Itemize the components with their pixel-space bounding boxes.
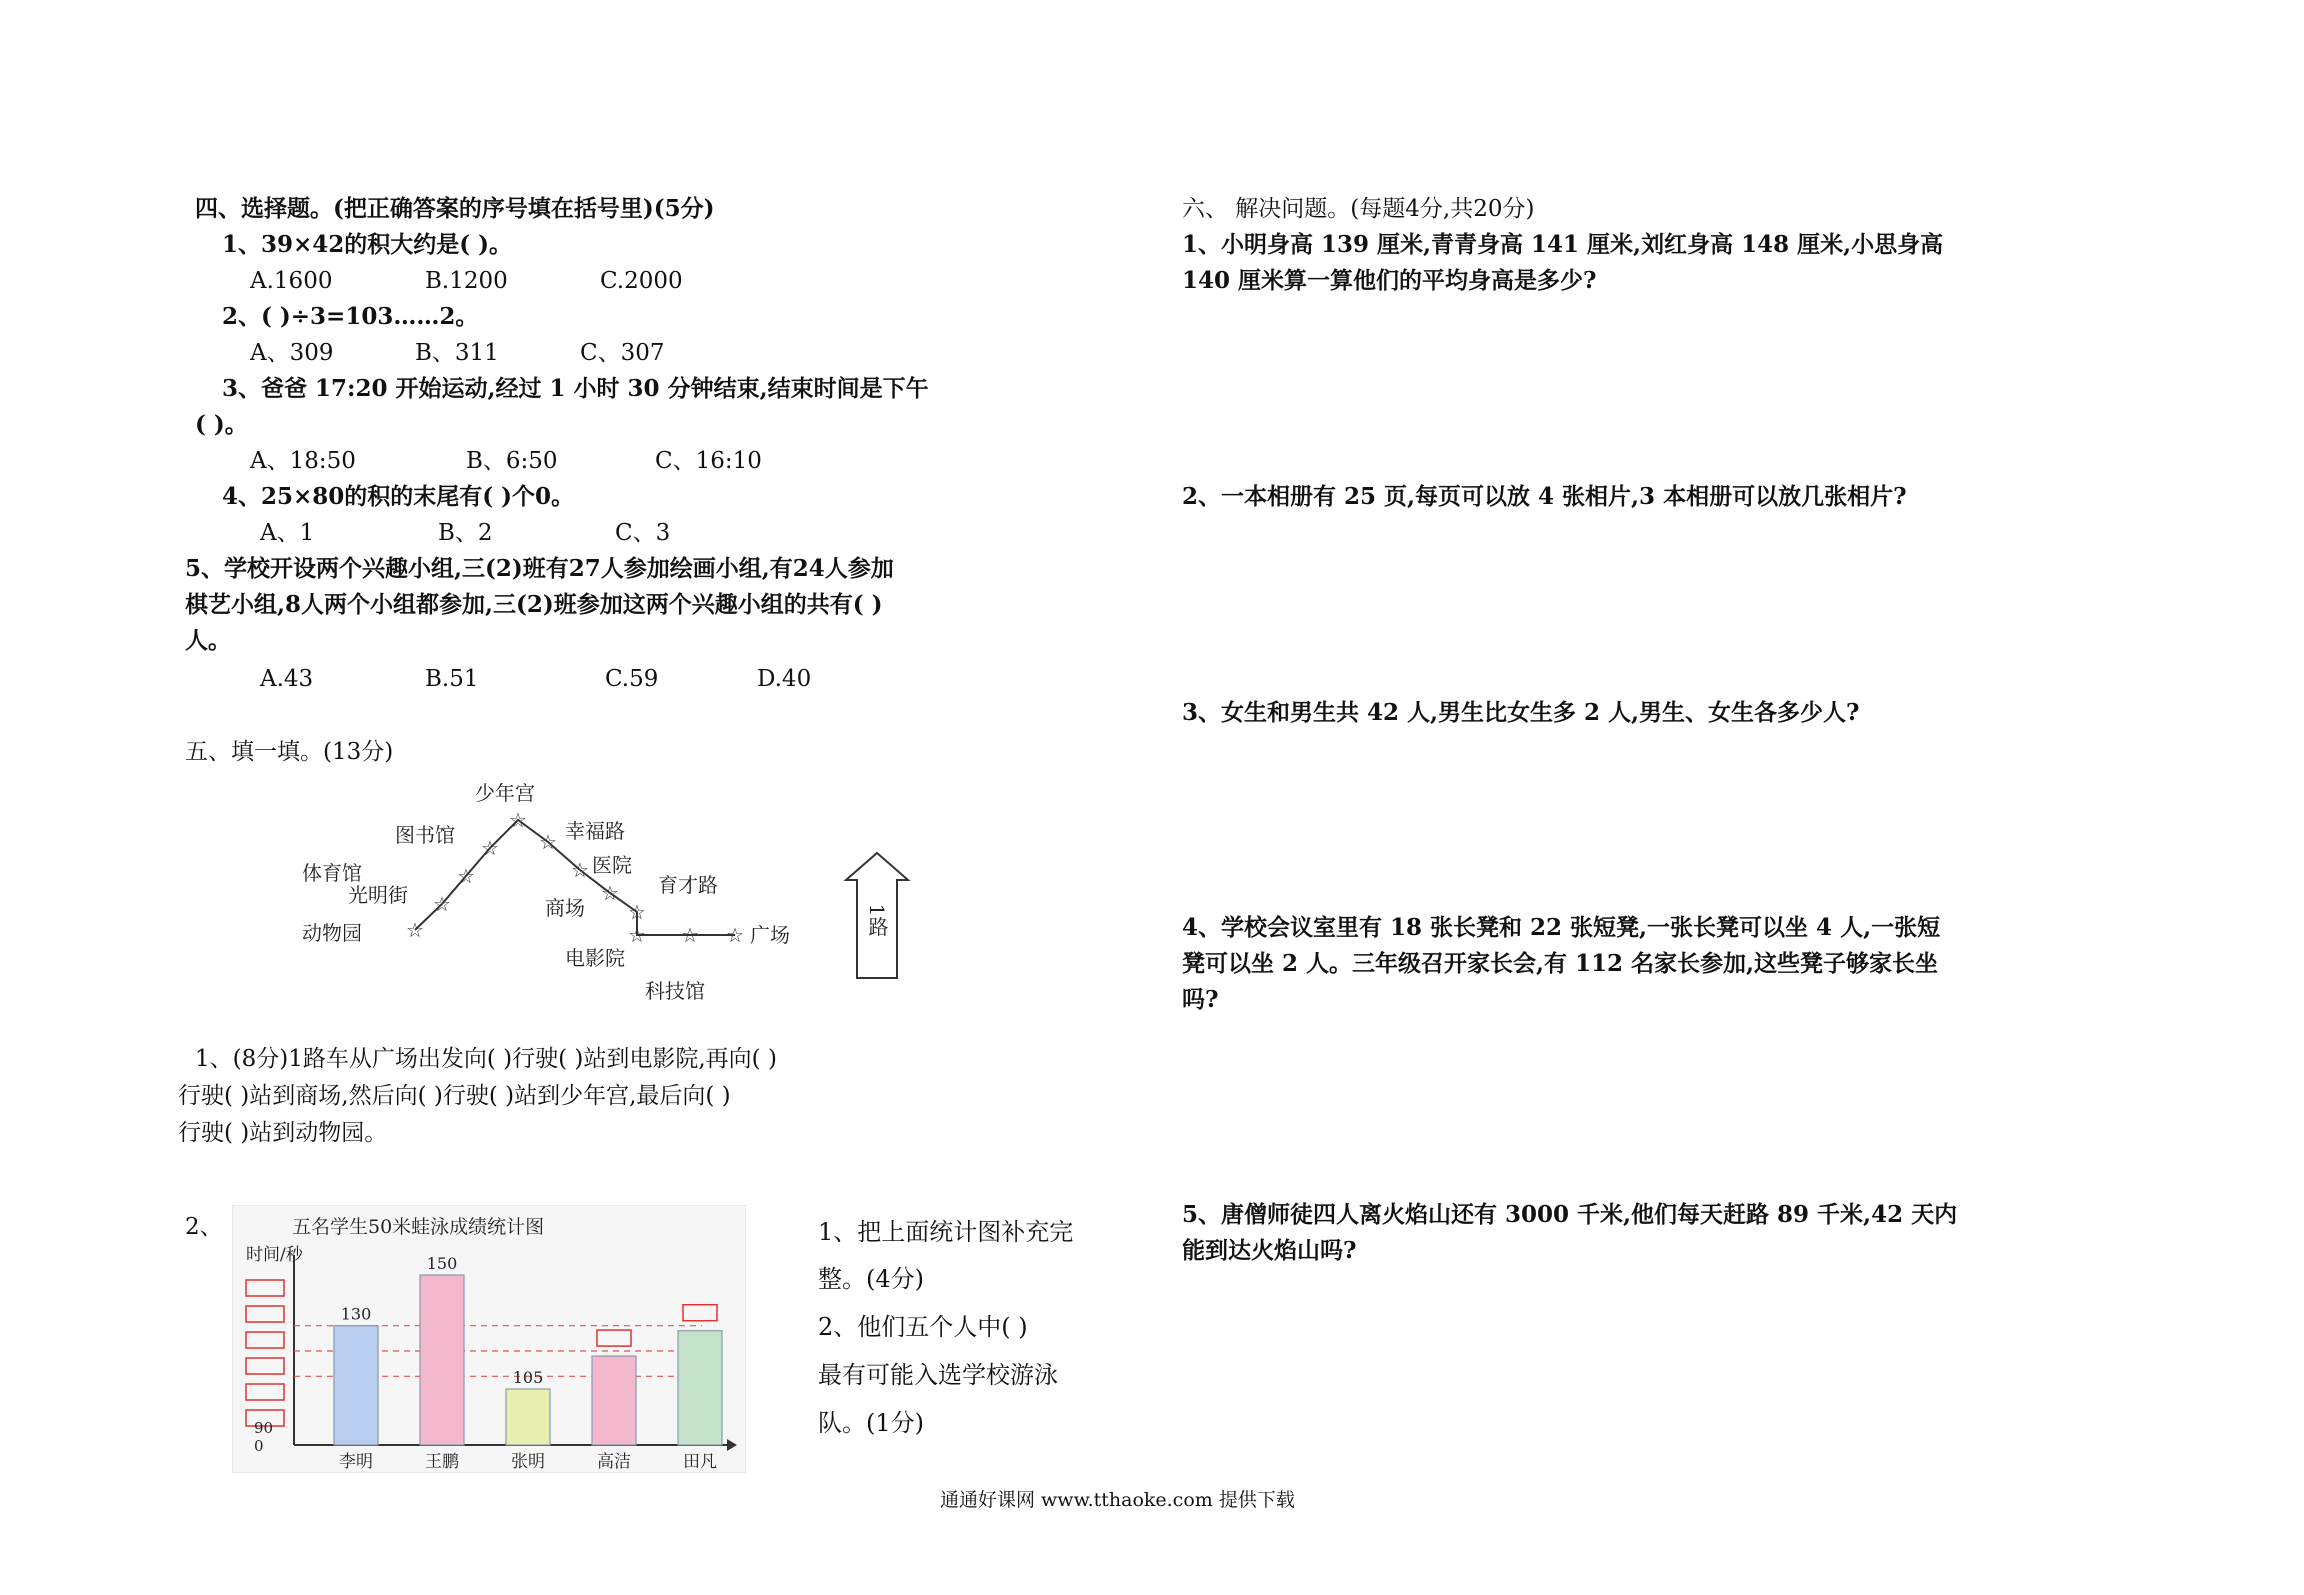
- bar-3: [506, 1389, 550, 1445]
- q5-1-line3: 行驶( )站到动物园。: [178, 1120, 388, 1146]
- map-label-guangchang: 广场: [750, 923, 790, 947]
- stop-marker: ☆: [571, 858, 589, 882]
- swim-score-bar-chart: [232, 1205, 746, 1473]
- bar-value-label: 150: [426, 1254, 458, 1273]
- bar-4: [592, 1356, 636, 1445]
- chart-title: 五名学生50米蛙泳成绩统计图: [292, 1216, 545, 1238]
- q4-3-line2: ( )。: [195, 411, 248, 438]
- bar-5: [678, 1331, 722, 1445]
- map-label-tushuguan: 图书馆: [395, 823, 455, 847]
- stop-marker: ☆: [628, 900, 646, 924]
- q4-2-opt-c: C、307: [580, 340, 665, 366]
- q4-5-opt-d: D.40: [757, 666, 812, 692]
- q4-4-opt-a: A、1: [260, 520, 315, 546]
- q4-4-text: 4、25×80的积的末尾有( )个0。: [222, 483, 575, 510]
- map-label-kejiguan: 科技馆: [645, 979, 705, 1003]
- stop-marker: ☆: [539, 830, 557, 854]
- map-label-yiyuan: 医院: [592, 853, 632, 877]
- bus-route-map: [280, 780, 940, 1010]
- stop-marker: ☆: [406, 918, 424, 942]
- footer-text: 通通好课网 www.tthaoke.com 提供下载: [940, 1489, 1295, 1511]
- q4-2-opt-b: B、311: [415, 340, 499, 366]
- q4-4-opt-c: C、3: [615, 520, 671, 546]
- map-label-tiyuguan: 体育馆: [302, 861, 362, 885]
- q4-1-opt-b: B.1200: [425, 268, 508, 294]
- y-tick-label: 90: [254, 1419, 274, 1437]
- stop-marker: ☆: [681, 923, 699, 947]
- q4-4-opt-b: B、2: [438, 520, 493, 546]
- map-label-guangmingjie: 光明街: [348, 883, 408, 907]
- category-label: 王鹏: [425, 1452, 459, 1472]
- chart-ylabel: 时间/秒: [246, 1245, 303, 1265]
- q6-4-line3: 吗?: [1182, 986, 1219, 1013]
- q5-2-label: 2、: [185, 1214, 223, 1240]
- stop-marker: ☆: [481, 836, 499, 860]
- q4-5-line1: 5、学校开设两个兴趣小组,三(2)班有27人参加绘画小组,有24人参加: [185, 555, 894, 582]
- q5-2-sub1a: 1、把上面统计图补充完: [818, 1218, 1074, 1246]
- map-label-yucailu: 育才路: [658, 873, 718, 897]
- map-label-shaoniangong: 少年宫: [475, 781, 535, 805]
- map-label-xingfulu: 幸福路: [565, 819, 625, 843]
- map-label-shangchang: 商场: [545, 896, 585, 920]
- q4-3-opt-b: B、6:50: [466, 448, 558, 474]
- q5-1-line1: 1、(8分)1路车从广场出发向( )行驶( )站到电影院,再向( ): [195, 1046, 777, 1072]
- q6-5-line2: 能到达火焰山吗?: [1182, 1237, 1357, 1264]
- q4-1-opt-a: A.1600: [250, 268, 333, 294]
- q5-1-line2: 行驶( )站到商场,然后向( )行驶( )站到少年宫,最后向( ): [178, 1083, 731, 1109]
- q4-5-line2: 棋艺小组,8人两个小组都参加,三(2)班参加这两个兴趣小组的共有( ): [185, 591, 883, 618]
- bar-value-label: 130: [340, 1304, 372, 1324]
- q4-2-opt-a: A、309: [250, 340, 334, 366]
- category-label: 高洁: [597, 1452, 631, 1472]
- q6-2-text: 2、一本相册有 25 页,每页可以放 4 张相片,3 本相册可以放几张相片?: [1182, 483, 1907, 510]
- category-label: 田凡: [683, 1452, 717, 1472]
- q6-4-line1: 4、学校会议室里有 18 张长凳和 22 张短凳,一张长凳可以坐 4 人,一张短: [1182, 914, 1941, 941]
- stop-marker: ☆: [601, 881, 619, 905]
- category-label: 李明: [339, 1452, 373, 1472]
- q4-3-line1: 3、爸爸 17:20 开始运动,经过 1 小时 30 分钟结束,结束时间是下午: [222, 375, 929, 402]
- section-6-title: 六、 解决问题。(每题4分,共20分): [1182, 196, 1535, 222]
- q4-1-opt-c: C.2000: [600, 268, 683, 294]
- q4-5-opt-a: A.43: [260, 666, 314, 692]
- q5-2-sub2a: 2、他们五个人中( ): [818, 1313, 1028, 1341]
- stop-marker: ☆: [726, 923, 744, 947]
- q4-5-line3: 人。: [185, 627, 231, 654]
- stop-marker: ☆: [433, 892, 451, 916]
- q6-4-line2: 凳可以坐 2 人。三年级召开家长会,有 112 名家长参加,这些凳子够家长坐: [1182, 950, 1939, 977]
- q6-5-line1: 5、唐僧师徒四人离火焰山还有 3000 千米,他们每天赶路 89 千米,42 天内: [1182, 1201, 1958, 1228]
- q4-5-opt-c: C.59: [605, 666, 659, 692]
- q4-5-opt-b: B.51: [425, 666, 479, 692]
- section-5-title: 五、填一填。(13分): [185, 739, 394, 765]
- q4-3-opt-c: C、16:10: [655, 448, 762, 474]
- q4-2-text: 2、( )÷3=103……2。: [222, 303, 479, 330]
- bar-value-label: 105: [512, 1368, 544, 1387]
- q4-1-text: 1、39×42的积大约是( )。: [222, 231, 513, 258]
- q6-3-text: 3、女生和男生共 42 人,男生比女生多 2 人,男生、女生各多少人?: [1182, 699, 1860, 726]
- bar-2: [420, 1275, 464, 1445]
- q6-1-line1: 1、小明身高 139 厘米,青青身高 141 厘米,刘红身高 148 厘米,小思身高: [1182, 231, 1944, 258]
- bar-1: [334, 1326, 378, 1445]
- map-label-dianyingyuan: 电影院: [565, 946, 625, 970]
- stop-marker: ☆: [457, 864, 475, 888]
- north-arrow-label: 1路: [865, 903, 889, 937]
- q5-2-sub2c: 队。(1分): [818, 1409, 924, 1437]
- north-arrow-icon: [846, 853, 908, 978]
- q5-2-sub1b: 整。(4分): [818, 1265, 924, 1293]
- map-label-dongwuyuan: 动物园: [302, 921, 362, 945]
- section-4-title: 四、选择题。(把正确答案的序号填在括号里)(5分): [195, 195, 715, 222]
- q4-3-opt-a: A、18:50: [250, 448, 356, 474]
- y-tick-label: 0: [254, 1437, 264, 1455]
- category-label: 张明: [511, 1452, 545, 1472]
- stop-marker: ☆: [509, 808, 527, 832]
- q6-1-line2: 140 厘米算一算他们的平均身高是多少?: [1182, 267, 1597, 294]
- stop-marker: ☆: [628, 923, 646, 947]
- q5-2-sub2b: 最有可能入选学校游泳: [818, 1361, 1058, 1389]
